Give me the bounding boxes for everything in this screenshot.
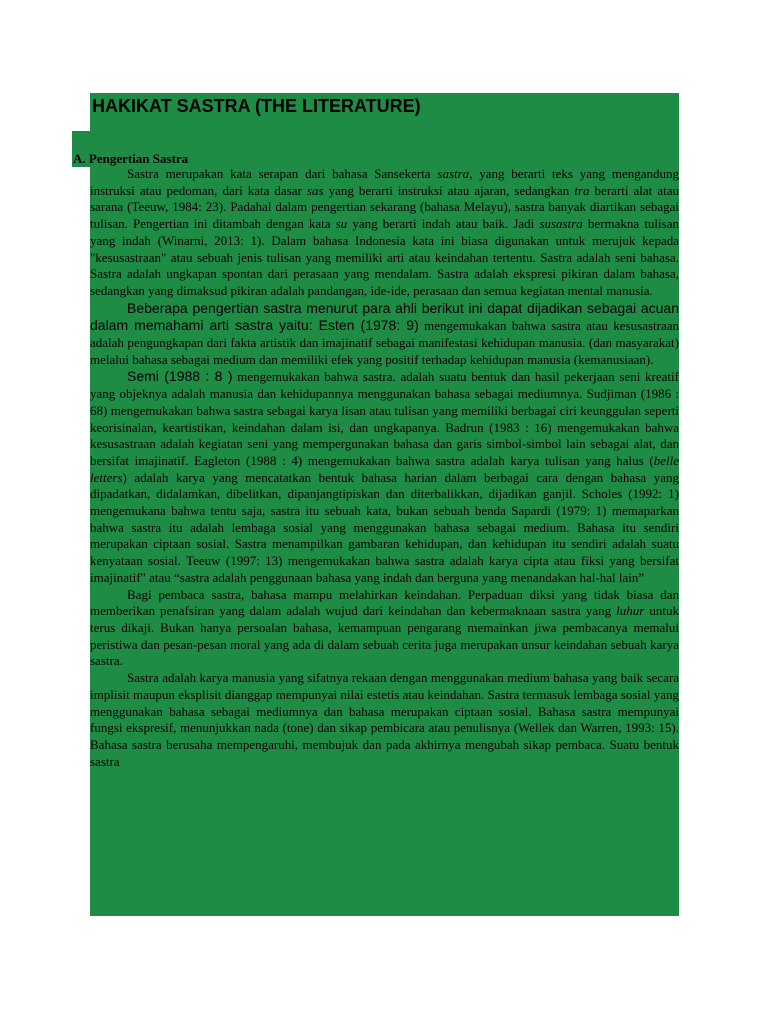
paragraph-5: Sastra adalah karya manusia yang sifatnya rekaan dengan menggunakan medium bahasa yang baik secara implisit maupun eksplisit dianggap mempunyai nilai estetis atau keindahan. Sastra termasuk lembaga sosial yang menggunakan bahasa sebagai mediumnya dan bahasa merupakan ciptaan sosial. Bahasa sastra mempunyai fungsi ekspresif, menunjukkan nada (tone) dan sikap pembicara atau penulisnya (Wellek dan Warren, 1993: 15). Bahasa sastra berusaha mempengaruhi, membujuk dan pada akhirnya mengubah sikap pembaca. Suatu bentuk sastra	[90, 670, 679, 769]
p1-italic-susastra: susastra	[539, 216, 583, 232]
p3-text-a: mengemukakan bahwa sastra. adalah suatu bentuk dan hasil pekerjaan seni kreatif yang objeknya adalah manusia dan kehidupannya menggunakan bahasa sebagai mediumnya. Sudjiman (1986 : 68) mengemukakan bahwa sastra sebagai karya lisan atau tulisan yang memiliki berbagai ciri keunggulan seperti keorisinalan, keartistikan, keindahan dalam isi, dan ungkapanya. Badrun (1983 : 16) mengemukakan bahwa kesusastraan adalah kegiatan seni yang mempergunakan bahasa dan garis simbol-simbol lain sebagai alat, dan bersifat imajinatif. Eagleton (1988 : 4) mengemukakan bahwa sastra adalah karya tulisan yang halus (	[90, 369, 679, 468]
p3-italic-belle-letters: belle letters	[90, 452, 679, 485]
p1-italic-sastra: sastra	[437, 166, 470, 181]
p1-italic-su: su	[335, 216, 348, 232]
document-title: HAKIKAT SASTRA (THE LITERATURE)	[92, 96, 421, 116]
paragraph-1	[90, 166, 679, 300]
p2-text-rest: mengemukakan bahwa sastra atau kesusastraan adalah pengungkapan dari fakta artistik dan imajinatif sebagai manifestasi kehidupan manusia. (dan masyarakat) melalui bahasa sebagai medium dan memiliki efek yang positif terhadap kehidupan manusia (kemanusiaan).	[90, 318, 680, 367]
p4-text-c: untuk terus dikaji. Bukan hanya persoalan bahasa, kemampuan pengarang memainkan jiwa pembacanya memalui peristiwa dan pesan-pesan moral yang ada di dalam sebuah cerita juga merupakan unsur keindahan sebuah karya sastra.	[90, 603, 679, 669]
p4-italic-luhur: luhur	[616, 603, 645, 619]
p3-text-c: ) adalah karya yang mencatatkan bentuk bahasa harian dalam berbagai cara dengan bahasa yang dipadatkan, didalamkan, dibelitkan, dipanjangtipiskan dan diterbalikkan, dijadikan ganjil. Scholes (1992: 1) mengemukana bahwa tentu saja, sastra itu sebuah kata, bukan sebuah benda Sapardi (1979: 1) memaparkan bahwa sastra itu adalah lembaga sosial yang menggunakan bahasa sebagai medium. Bahasa itu sendiri merupakan ciptaan sosial. Sastra menampilkan gambaran kehidupan, dan kehidupan itu sendiri adalah suatu kenyataan sosial. Teeuw (1997: 13) mengemukakan bahwa sastra adalah karya cipta atau fiksi yang bersifat imajinatif" atau “sastra adalah penggunaan bahasa yang indah dan berguna yang menandakan hal-hal lain”	[90, 469, 679, 585]
p1-text-g: berarti alat atau sarana (Teeuw, 1984: 23). Padahal dalam pengertian sekarang (bahasa Melayu), sastra banyak diartikan sebagai tulisan. Pengertian ini ditambah dengan kata	[90, 182, 679, 232]
section-heading: A. Pengertian Sastra	[73, 151, 189, 166]
p3-sans-text: Semi (1988 : 8 )	[127, 368, 233, 385]
p1-text-k: bermakna tulisan yang indah (Winarni, 2013: 1). Dalam bahasa Indonesia kata ini biasa digunakan untuk merujuk kepada "kesusastraan" atau sebuah jenis tulisan yang memiliki arti atau keindahan tertentu. Sastra adalah seni bahasa. Sastra adalah ungkapan spontan dari perasaan yang mendalam. Sastra adalah ekspresi pikiran dalam bahasa, sedangkan yang dimaksud pikiran adalah pandangan, ide-ide, perasaan dan semua kegiatan mental manusia.	[90, 216, 679, 298]
p2-sans-text: Beberapa pengertian sastra menurut para ahli berikut ini dapat dijadikan sebagai acuan dalam memahami arti sastra yaitu: Esten (1978: 9)	[90, 299, 679, 334]
p1-italic-tra: tra	[574, 182, 590, 198]
p1-italic-sas: sas	[306, 182, 324, 198]
paragraph-3	[90, 368, 679, 586]
paragraph-4	[90, 587, 679, 671]
p1-text-c: , yang berarti teks yang mengandung instruksi atau pedoman, dari kata dasar	[90, 166, 680, 198]
body-text	[90, 166, 679, 770]
p1-text-i: yang berarti indah atau baik. Jadi	[347, 216, 540, 232]
paragraph-2	[90, 300, 679, 369]
p1-text-a: Sastra merupakan kata serapan dari bahasa Sansekerta	[127, 166, 438, 181]
p4-text-a: Bagi pembaca sastra, bahasa mampu melahirkan keindahan. Perpaduan diksi yang tidak biasa dan memberikan penafsiran yang dalam adalah wujud dari keindahan dan kebermaknaan sastra yang	[90, 586, 679, 619]
p1-text-e: yang berarti instruksi atau ajaran, sedangkan	[323, 182, 575, 198]
